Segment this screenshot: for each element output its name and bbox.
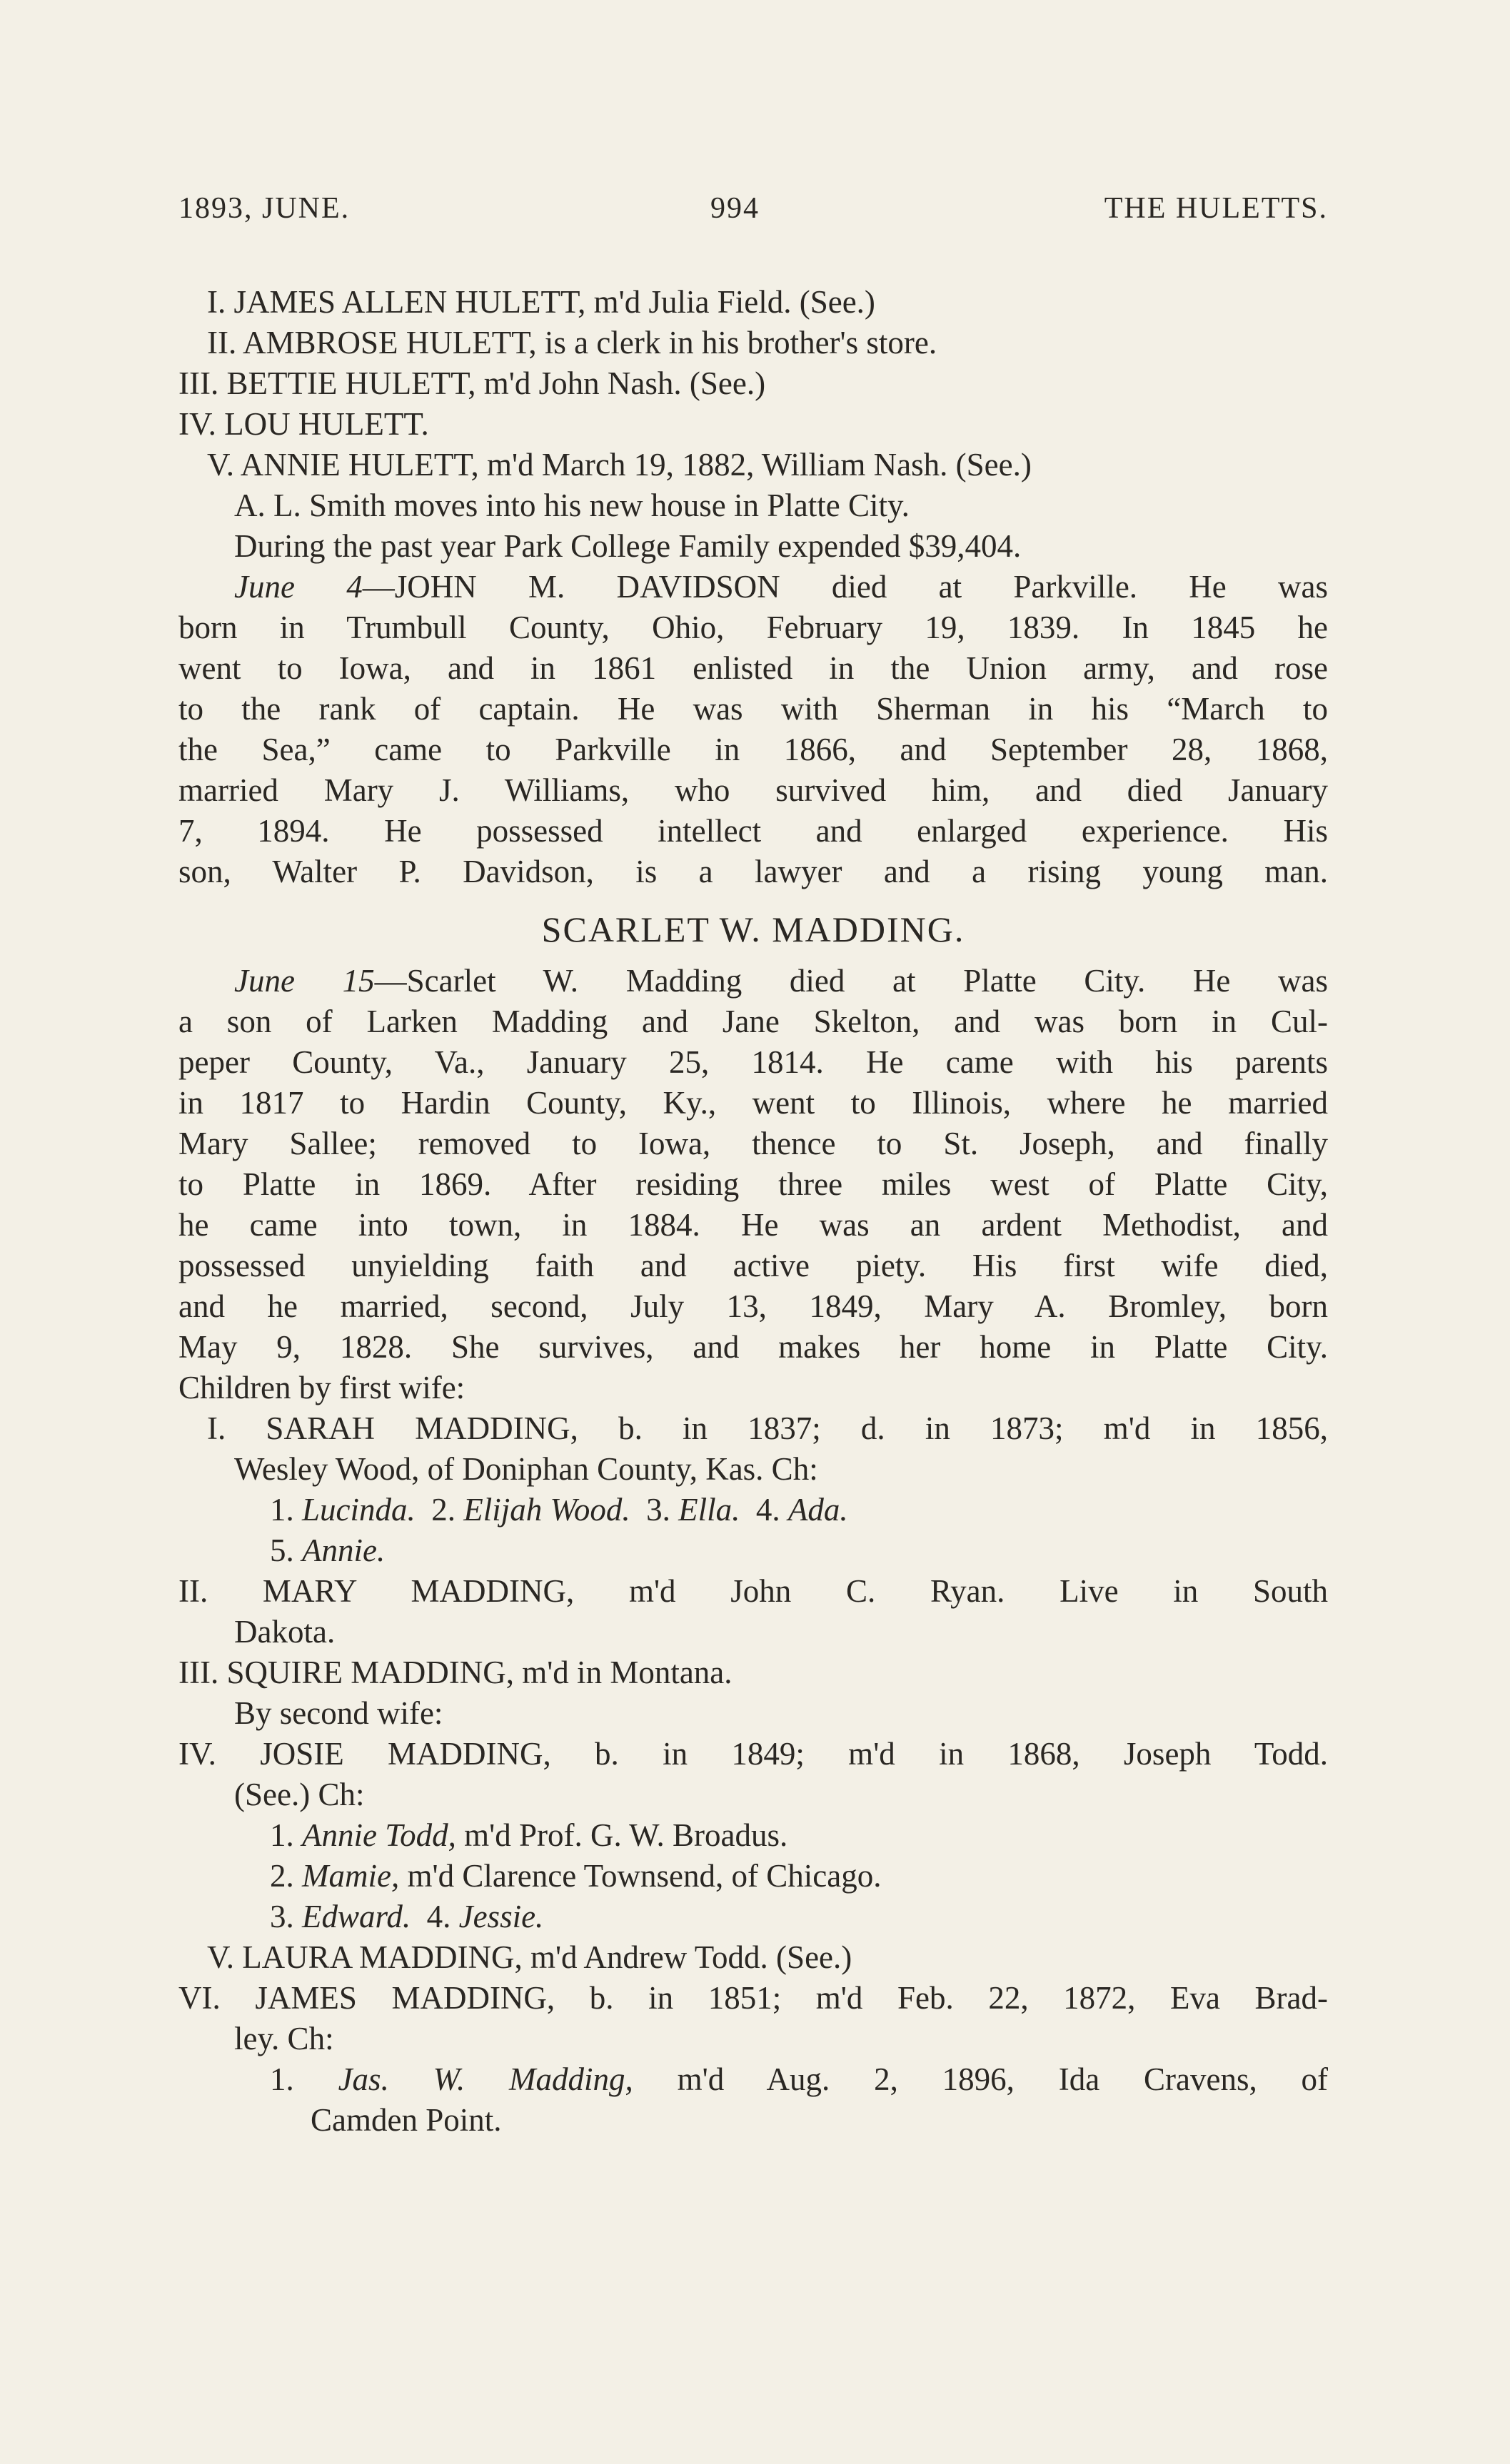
james-child-1-cont: Camden Point. xyxy=(311,2102,502,2138)
madding-line-10: May 9, 1828. She survives, and makes her home in Platte City. xyxy=(178,1329,1328,1365)
madding-date: June 15 xyxy=(234,963,375,999)
header-date: 1893, JUNE. xyxy=(178,192,351,225)
james-child-1: 1. Jas. W. Madding, m'd Aug. 2, 1896, Ida Cravens, of xyxy=(270,2061,1329,2097)
madding-line-11: Children by first wife: xyxy=(178,1370,465,1405)
second-wife-label: By second wife: xyxy=(234,1695,443,1731)
davidson-line-5: the Sea,” came to Parkville in 1866, and September 28, 1868, xyxy=(178,732,1328,767)
josie-child-3-4: 3. Edward. 4. Jessie. xyxy=(270,1899,544,1934)
josie-child-1: 1. Annie Todd, m'd Prof. G. W. Broadus. xyxy=(270,1817,788,1853)
sarah-children: 1. Lucinda. 2. Elijah Wood. 3. Ella. 4. Ada. xyxy=(270,1492,848,1528)
child-squire: III. SQUIRE MADDING, m'd in Montana. xyxy=(178,1655,733,1690)
child-josie-cont: (See.) Ch: xyxy=(234,1777,365,1812)
sarah-children-cont: 5. Annie. xyxy=(270,1533,386,1568)
note-smith: A. L. Smith moves into his new house in Platte City. xyxy=(234,488,910,523)
madding-line-2: a son of Larken Madding and Jane Skelton, and was born in Cul- xyxy=(178,1004,1328,1039)
hulett-child-4: IV. LOU HULETT. xyxy=(178,406,429,442)
page-number: 994 xyxy=(710,192,760,225)
madding-line-3: peper County, Va., January 25, 1814. He came with his parents xyxy=(178,1044,1328,1080)
davidson-line-3: went to Iowa, and in 1861 enlisted in the Union army, and rose xyxy=(178,650,1328,686)
madding-line-5: Mary Sallee; removed to Iowa, thence to St. Joseph, and finally xyxy=(178,1126,1328,1161)
josie-child-2: 2. Mamie, m'd Clarence Townsend, of Chicago. xyxy=(270,1858,882,1894)
child-james-cont: ley. Ch: xyxy=(234,2021,334,2056)
davidson-date: June 4 xyxy=(234,569,363,605)
child-sarah-cont: Wesley Wood, of Doniphan County, Kas. Ch: xyxy=(234,1451,818,1487)
section-heading: SCARLET W. MADDING. xyxy=(541,909,965,949)
madding-line-6: to Platte in 1869. After residing three miles west of Platte City, xyxy=(178,1166,1328,1202)
madding-line-9: and he married, second, July 13, 1849, Mary A. Bromley, born xyxy=(178,1288,1328,1324)
hulett-child-5: V. ANNIE HULETT, m'd March 19, 1882, William Nash. (See.) xyxy=(207,447,1032,483)
child-james: VI. JAMES MADDING, b. in 1851; m'd Feb. 22, 1872, Eva Brad- xyxy=(178,1980,1328,2016)
child-sarah: I. SARAH MADDING, b. in 1837; d. in 1873; m'd in 1856, xyxy=(207,1410,1328,1446)
davidson-line-6: married Mary J. Williams, who survived him, and died January xyxy=(178,772,1328,808)
hulett-child-2: II. AMBROSE HULETT, is a clerk in his brother's store. xyxy=(207,325,937,360)
hulett-child-1: I. JAMES ALLEN HULETT, m'd Julia Field. (See.) xyxy=(207,284,875,320)
child-josie: IV. JOSIE MADDING, b. in 1849; m'd in 1868, Joseph Todd. xyxy=(178,1736,1328,1772)
hulett-child-3: III. BETTIE HULETT, m'd John Nash. (See.) xyxy=(178,365,766,401)
child-laura: V. LAURA MADDING, m'd Andrew Todd. (See.) xyxy=(207,1939,852,1975)
child-mary: II. MARY MADDING, m'd John C. Ryan. Live in South xyxy=(178,1573,1328,1609)
madding-line-8: possessed unyielding faith and active piety. His first wife died, xyxy=(178,1248,1328,1283)
davidson-line-4: to the rank of captain. He was with Sherman in his “March to xyxy=(178,691,1328,727)
davidson-line-1: June 4—JOHN M. DAVIDSON died at Parkville. He was xyxy=(234,569,1328,605)
page-body xyxy=(178,282,1328,2141)
davidson-line-2: born in Trumbull County, Ohio, February 19, 1839. In 1845 he xyxy=(178,610,1328,645)
madding-line-7: he came into town, in 1884. He was an ardent Methodist, and xyxy=(178,1207,1328,1243)
davidson-line-7: 7, 1894. He possessed intellect and enlarged experience. His xyxy=(178,813,1328,849)
madding-line-1: June 15—Scarlet W. Madding died at Platte City. He was xyxy=(234,963,1329,999)
child-mary-cont: Dakota. xyxy=(234,1614,336,1650)
note-park-college: During the past year Park College Family expended $39,404. xyxy=(234,528,1022,564)
davidson-line-8: son, Walter P. Davidson, is a lawyer and a rising young man. xyxy=(178,854,1328,889)
header-title: THE HULETTS. xyxy=(1104,192,1328,225)
madding-line-4: in 1817 to Hardin County, Ky., went to Illinois, where he married xyxy=(178,1085,1328,1121)
